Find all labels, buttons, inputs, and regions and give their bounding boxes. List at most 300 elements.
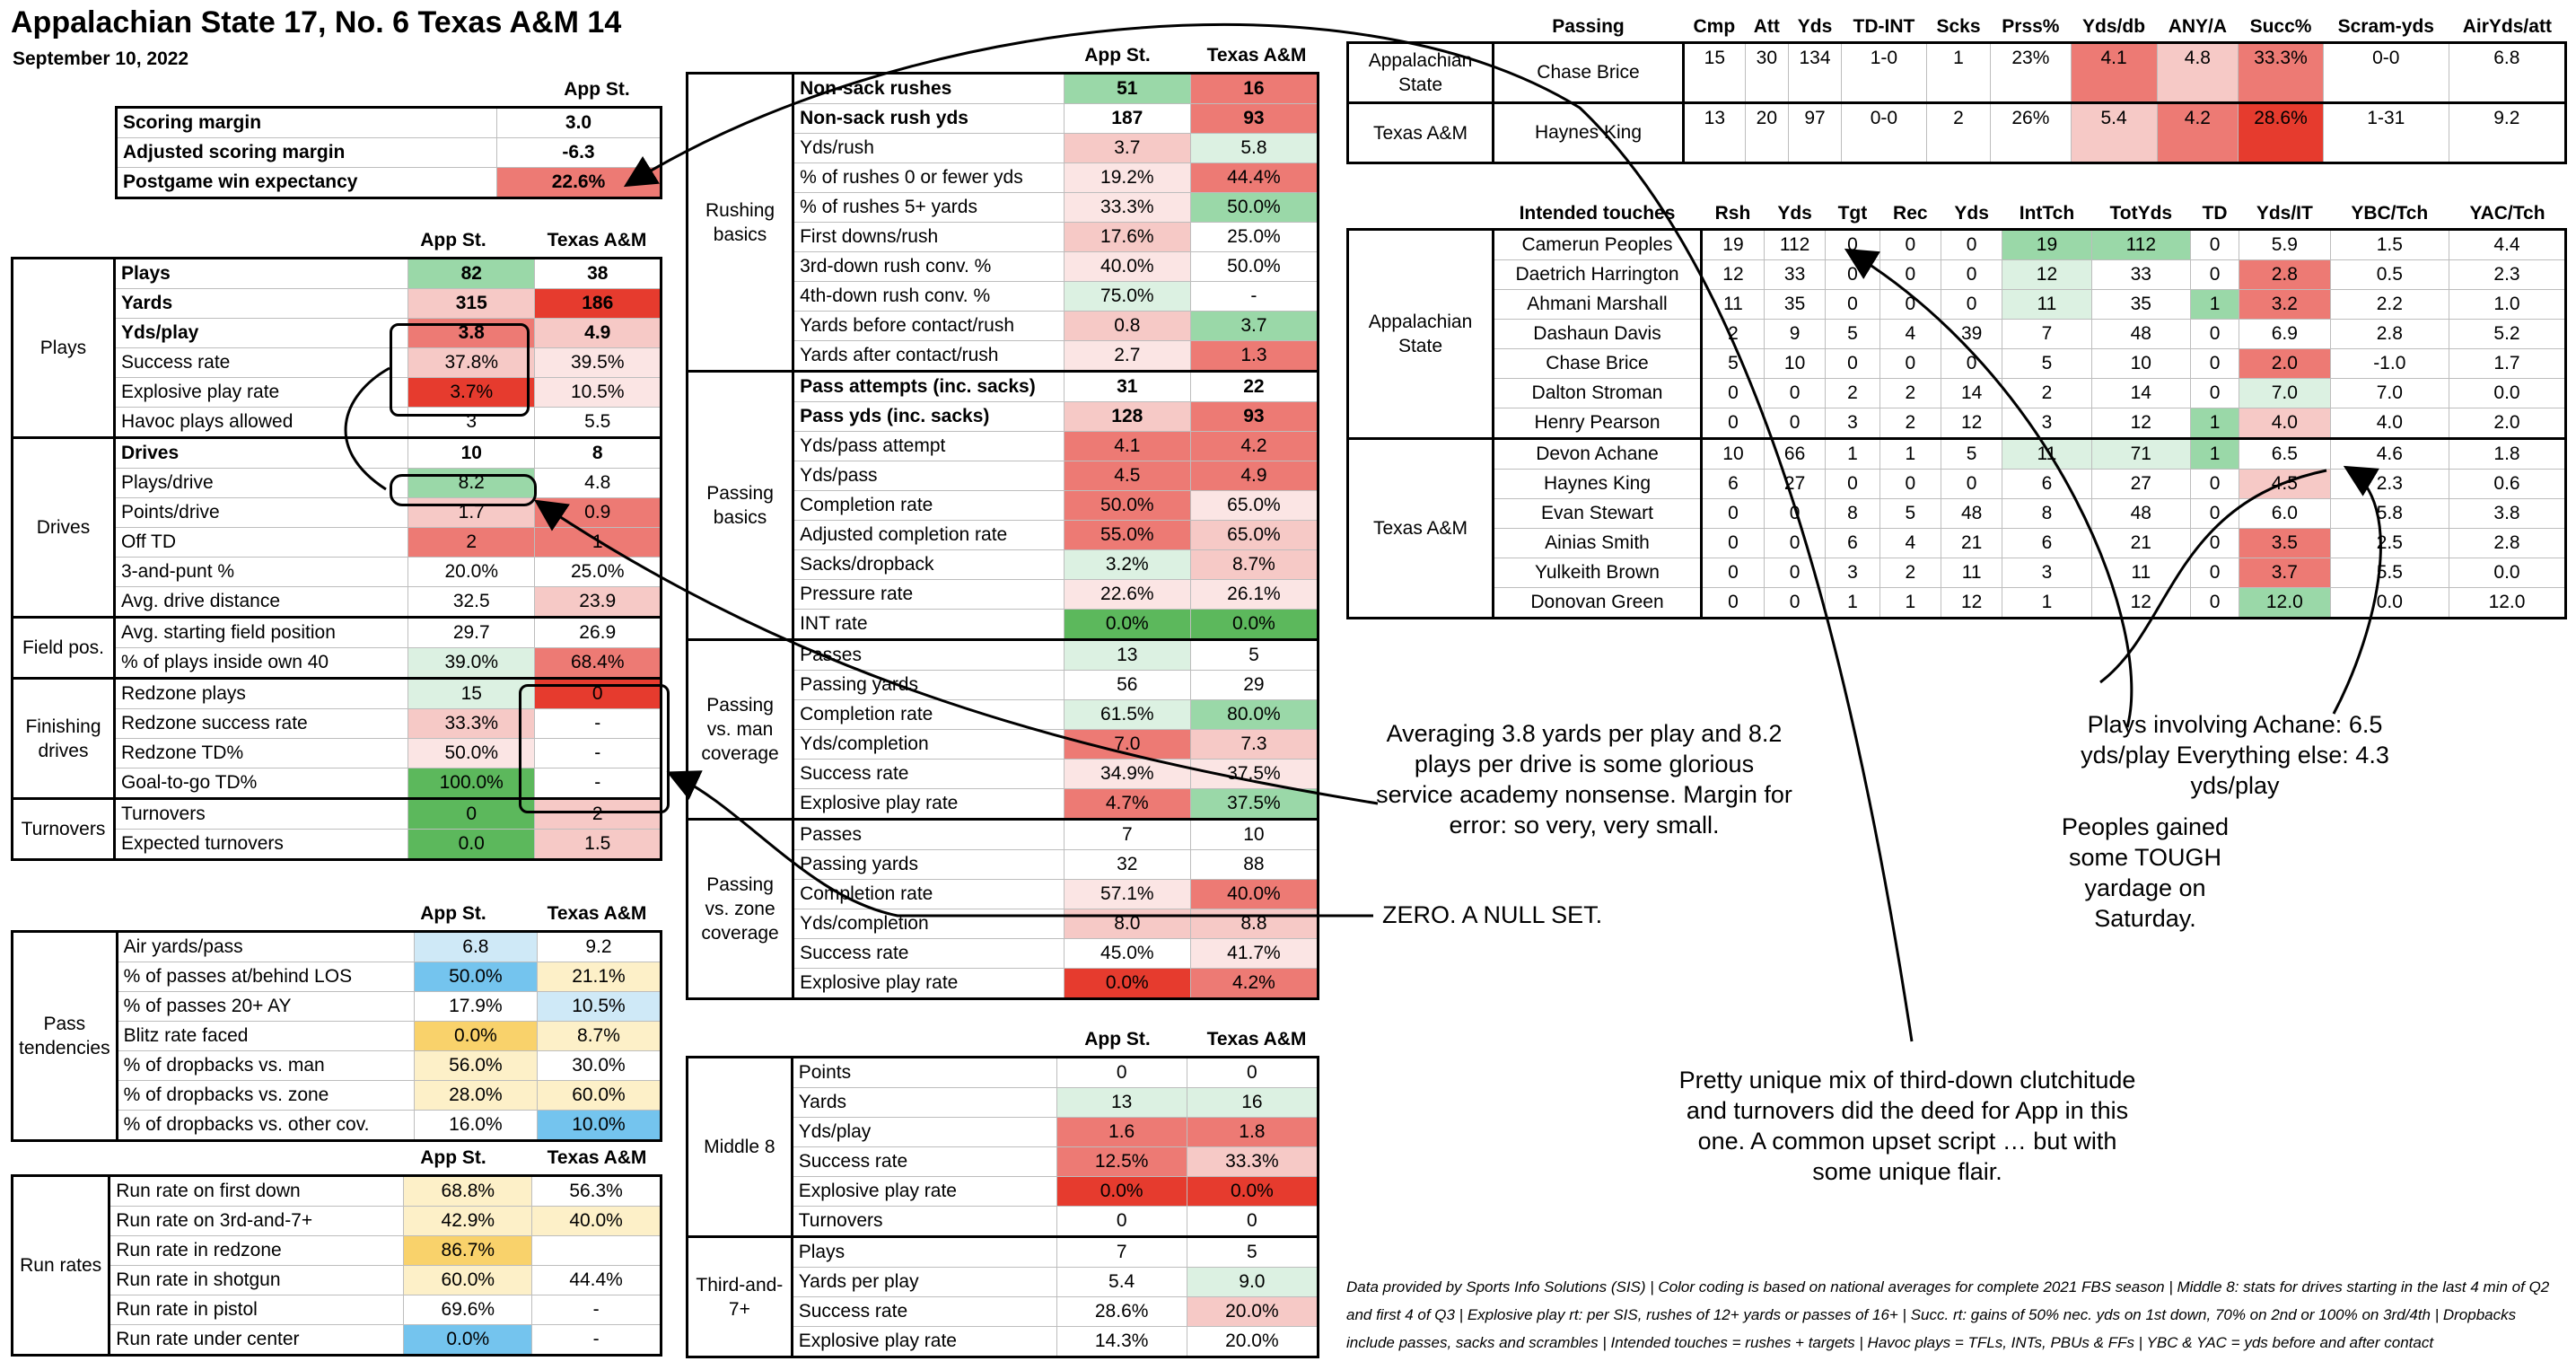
stat-label: Yards after contact/rush [793, 341, 1065, 372]
stat-value: 4.8 [2157, 43, 2239, 103]
tam-value: 1.5 [535, 830, 662, 860]
stat-value: 7.0 [2330, 379, 2449, 408]
stat-label: Scoring margin [117, 108, 497, 138]
column-header: Yds [1797, 16, 1833, 37]
stat-label: Completion rate [793, 700, 1065, 730]
app-value: 0.0% [404, 1325, 532, 1356]
app-value: 61.5% [1064, 700, 1190, 730]
tam-value: 0.0% [1187, 1177, 1318, 1207]
player-name: Dalton Stroman [1494, 379, 1702, 408]
app-value: 60.0% [404, 1266, 532, 1295]
column-header: TD [2202, 203, 2228, 224]
stat-value: 0.6 [2449, 470, 2566, 499]
stat-value: 3 [1826, 558, 1879, 588]
stat-value: 134 [1788, 43, 1841, 103]
stat-label: Expected turnovers [114, 830, 407, 860]
stat-value: 1 [2191, 290, 2239, 320]
column-header: Tgt [1837, 203, 1868, 224]
stat-value: 1 [1826, 439, 1879, 470]
stat-value: 14 [1941, 379, 2002, 408]
app-value: 55.0% [1064, 521, 1190, 550]
stat-value: 0 [1941, 230, 2002, 260]
stat-value: 35 [1764, 290, 1825, 320]
stat-value: 1 [1826, 588, 1879, 619]
stat-value: 0 [2191, 379, 2239, 408]
stat-value: 2.5 [2330, 529, 2449, 558]
stat-value: 48 [2091, 320, 2190, 349]
app-value: 6.8 [414, 932, 537, 962]
stat-label: Air yards/pass [117, 932, 414, 962]
stat-value: 0 [1879, 349, 1941, 379]
section-label: Rushing basics [688, 74, 793, 372]
stat-label: Yds/pass [793, 461, 1065, 491]
column-header: Passing [1552, 16, 1625, 37]
tam-value: 4.9 [535, 319, 662, 348]
stat-value: 1 [2191, 439, 2239, 470]
app-value: 28.0% [414, 1081, 537, 1111]
app-value: 8.2 [408, 469, 535, 498]
stat-value: 39 [1941, 320, 2002, 349]
tam-value: 9.0 [1187, 1268, 1318, 1297]
column-header: TotYds [2109, 203, 2173, 224]
app-value: 50.0% [414, 962, 537, 992]
stat-value: 5.4 [2071, 103, 2157, 163]
app-value: 7.0 [1064, 730, 1190, 760]
run-col-tam: Texas A&M [547, 1147, 647, 1168]
tam-value: 5 [1187, 1237, 1318, 1268]
stat-value: 0 [1941, 260, 2002, 290]
section-label: Passing basics [688, 372, 793, 640]
app-value: 32 [1064, 850, 1190, 880]
stat-label: 4th-down rush conv. % [793, 282, 1065, 312]
tam-value: 56.3% [532, 1176, 662, 1207]
pass-tend-col-app: App St. [420, 903, 486, 924]
stat-label: Adjusted scoring margin [117, 138, 497, 168]
app-value: 82 [408, 259, 535, 289]
app-value: 40.0% [1064, 252, 1190, 282]
player-name: Haynes King [1494, 103, 1684, 163]
stat-value: 3.5 [2239, 529, 2330, 558]
stat-value: 2 [1926, 103, 1991, 163]
tam-value: 1.3 [1190, 341, 1318, 372]
tam-value: 8 [535, 438, 662, 469]
tam-value: 41.7% [1190, 939, 1318, 969]
app-value: 4.1 [1064, 432, 1190, 461]
app-value: 4.7% [1064, 789, 1190, 820]
stat-value: 23% [1991, 43, 2071, 103]
stat-value: 3.8 [2449, 499, 2566, 529]
stat-value: 2.8 [2330, 320, 2449, 349]
stat-value: 6 [2002, 529, 2091, 558]
stat-label: Plays/drive [114, 469, 407, 498]
stat-value: 22.6% [497, 168, 662, 198]
stat-value: 8 [2002, 499, 2091, 529]
section-label: Third-and-7+ [688, 1237, 793, 1357]
tam-value: 65.0% [1190, 521, 1318, 550]
app-value: 15 [408, 679, 535, 709]
stat-label: Redzone TD% [114, 739, 407, 768]
stat-value: 35 [2091, 290, 2190, 320]
stat-value: 1.5 [2330, 230, 2449, 260]
player-name: Ainias Smith [1494, 529, 1702, 558]
tam-value: 10.0% [537, 1111, 661, 1141]
page-title: Appalachian State 17, No. 6 Texas A&M 14 [11, 5, 622, 40]
player-name: Chase Brice [1494, 349, 1702, 379]
player-name: Camerun Peoples [1494, 230, 1702, 260]
app-value: 33.3% [1064, 193, 1190, 223]
tam-value: 0.9 [535, 498, 662, 528]
tam-value: 1.8 [1187, 1118, 1318, 1147]
tam-value: 8.7% [537, 1022, 661, 1051]
stat-value: 6.9 [2239, 320, 2330, 349]
tam-value: 8.7% [1190, 550, 1318, 580]
stat-value: 12 [2091, 588, 2190, 619]
tam-value: 3.7 [1190, 312, 1318, 341]
stat-value: 5 [1826, 320, 1879, 349]
stat-value: 7 [2002, 320, 2091, 349]
stat-value: 19 [2002, 230, 2091, 260]
app-value: 7 [1056, 1237, 1187, 1268]
app-value: 42.9% [404, 1207, 532, 1236]
stat-value: 3 [2002, 408, 2091, 439]
tam-value: - [535, 739, 662, 768]
app-value: 2.7 [1064, 341, 1190, 372]
stat-value: 3.2 [2239, 290, 2330, 320]
tam-value: 4.9 [1190, 461, 1318, 491]
stat-label: Yds/pass attempt [793, 432, 1065, 461]
stat-value: 11 [1702, 290, 1765, 320]
stat-value: 1 [1879, 439, 1941, 470]
stat-label: Run rate on 3rd-and-7+ [110, 1207, 404, 1236]
stat-label: Yds/completion [793, 909, 1065, 939]
stat-value: 0 [1826, 349, 1879, 379]
stat-label: Run rate in shotgun [110, 1266, 404, 1295]
stat-label: Adjusted completion rate [793, 521, 1065, 550]
app-value: 57.1% [1064, 880, 1190, 909]
stat-value: 0 [1764, 588, 1825, 619]
stat-label: Run rate in pistol [110, 1295, 404, 1325]
app-value: 13 [1064, 640, 1190, 671]
player-name: Evan Stewart [1494, 499, 1702, 529]
stat-label: Success rate [793, 939, 1065, 969]
app-value: 13 [1056, 1088, 1187, 1118]
stat-label: Explosive play rate [792, 1327, 1056, 1357]
stat-label: Yards per play [792, 1268, 1056, 1297]
stat-value: 2.0 [2239, 349, 2330, 379]
app-value: 100.0% [408, 768, 535, 799]
section-label: Passing vs. zone coverage [688, 820, 793, 999]
app-value: 0.0 [408, 830, 535, 860]
stat-value: 0 [1941, 290, 2002, 320]
stat-value: 1.7 [2449, 349, 2566, 379]
stat-value: 4.6 [2330, 439, 2449, 470]
tam-value: 37.5% [1190, 760, 1318, 789]
section-label: Field pos. [13, 618, 115, 679]
team-label: Texas A&M [1348, 439, 1494, 619]
stat-label: Yards [792, 1088, 1056, 1118]
app-value: 1.6 [1056, 1118, 1187, 1147]
column-header: Rec [1893, 203, 1928, 224]
stat-value: 6 [2002, 470, 2091, 499]
app-value: 56 [1064, 671, 1190, 700]
stat-value: 12.0 [2449, 588, 2566, 619]
stat-label: Non-sack rush yds [793, 104, 1065, 134]
stat-value: 0 [1826, 470, 1879, 499]
run-col-app: App St. [420, 1147, 486, 1168]
stat-label: Pass yds (inc. sacks) [793, 402, 1065, 432]
tam-value: 93 [1190, 104, 1318, 134]
stat-label: 3-and-punt % [114, 558, 407, 587]
stat-value: 4 [1879, 529, 1941, 558]
tam-value: 33.3% [1187, 1147, 1318, 1177]
tam-value: 20.0% [1187, 1327, 1318, 1357]
stat-value: 112 [1764, 230, 1825, 260]
stat-value: 0-0 [2323, 43, 2449, 103]
stat-value: 0 [1702, 588, 1765, 619]
app-value: 31 [1064, 372, 1190, 402]
stat-value: 2.3 [2449, 260, 2566, 290]
app-value: 0 [408, 799, 535, 830]
column-header: Succ% [2249, 16, 2312, 37]
tam-value: 5.5 [535, 408, 662, 438]
stat-value: 1 [1879, 588, 1941, 619]
tam-value: - [1190, 282, 1318, 312]
stat-value: 66 [1764, 439, 1825, 470]
stat-value: 2 [1879, 379, 1941, 408]
stat-value: 6 [1826, 529, 1879, 558]
tam-value: 4.8 [535, 469, 662, 498]
tam-value: 1 [535, 528, 662, 558]
stat-value: 2 [1702, 320, 1765, 349]
app-value: 69.6% [404, 1295, 532, 1325]
tam-value: 10 [1190, 820, 1318, 850]
tam-value: 20.0% [1187, 1297, 1318, 1327]
app-value: 20.0% [408, 558, 535, 587]
column-header: Att [1753, 16, 1780, 37]
tam-value: 0 [535, 679, 662, 709]
stat-value: -6.3 [497, 138, 662, 168]
stat-value: 1 [1926, 43, 1991, 103]
stat-label: Points/drive [114, 498, 407, 528]
stat-value: 48 [2091, 499, 2190, 529]
column-header: Yds/IT [2256, 203, 2313, 224]
tam-value: - [532, 1325, 662, 1356]
app-value: 7 [1064, 820, 1190, 850]
stat-label: Yards [114, 289, 407, 319]
column-header: Rsh [1714, 203, 1751, 224]
stat-value: 27 [1764, 470, 1825, 499]
app-value: 16.0% [414, 1111, 537, 1141]
stat-value: -1.0 [2330, 349, 2449, 379]
section-label: Drives [13, 438, 115, 618]
section-label: Plays [13, 259, 115, 438]
mid-col-tam: Texas A&M [1206, 45, 1307, 66]
app-value: 68.8% [404, 1176, 532, 1207]
app-value: 3 [408, 408, 535, 438]
stat-label: % of plays inside own 40 [114, 648, 407, 679]
stat-value: 2.2 [2330, 290, 2449, 320]
note-null-set: ZERO. A NULL SET. [1382, 901, 1603, 928]
stat-label: Off TD [114, 528, 407, 558]
stat-value: 12 [1941, 408, 2002, 439]
game-date: September 10, 2022 [13, 48, 189, 69]
stat-value: 0 [1826, 230, 1879, 260]
mid-col-app: App St. [1084, 45, 1151, 66]
app-value: 187 [1064, 104, 1190, 134]
player-name: Daetrich Harrington [1494, 260, 1702, 290]
stat-label: First downs/rush [793, 223, 1065, 252]
stat-label: Explosive play rate [793, 969, 1065, 999]
app-value: 39.0% [408, 648, 535, 679]
stat-value: 21 [1941, 529, 2002, 558]
stat-value: 8 [1826, 499, 1879, 529]
stat-value: 5.8 [2330, 499, 2449, 529]
stat-value: 30 [1745, 43, 1788, 103]
stat-label: Yds/completion [793, 730, 1065, 760]
stat-label: % of rushes 5+ yards [793, 193, 1065, 223]
stat-value: 48 [1941, 499, 2002, 529]
tam-value: 25.0% [535, 558, 662, 587]
tam-value: 44.4% [532, 1266, 662, 1295]
tam-value: 22 [1190, 372, 1318, 402]
stat-label: Passing yards [793, 850, 1065, 880]
stat-value: 12 [2002, 260, 2091, 290]
stat-value: 71 [2091, 439, 2190, 470]
stat-value: 12 [1941, 588, 2002, 619]
left-col-app: App St. [420, 230, 486, 250]
stat-value: 97 [1788, 103, 1841, 163]
stat-value: 0 [1941, 470, 2002, 499]
stat-value: 0-0 [1842, 103, 1927, 163]
column-header: Yds/db [2082, 16, 2146, 37]
stat-label: Success rate [793, 760, 1065, 789]
stat-label: Completion rate [793, 491, 1065, 521]
player-name: Devon Achane [1494, 439, 1702, 470]
column-header: YBC/Tch [2351, 203, 2429, 224]
stat-label: Points [792, 1058, 1056, 1088]
stat-value: 33.3% [2239, 43, 2324, 103]
column-header: Scks [1936, 16, 1981, 37]
stat-value: 4.0 [2330, 408, 2449, 439]
column-header: Prss% [2002, 16, 2060, 37]
player-name: Donovan Green [1494, 588, 1702, 619]
app-value: 0.0% [414, 1022, 537, 1051]
stat-label: Avg. starting field position [114, 618, 407, 648]
stat-value: 0 [1764, 529, 1825, 558]
stat-value: 0 [1941, 349, 2002, 379]
column-header: YAC/Tch [2469, 203, 2545, 224]
stat-value: 0.5 [2330, 260, 2449, 290]
tam-value: 16 [1187, 1088, 1318, 1118]
stat-value: 0 [1702, 529, 1765, 558]
stat-value: 1-0 [1842, 43, 1927, 103]
stat-value: 12 [1702, 260, 1765, 290]
app-value: 3.7 [1064, 134, 1190, 163]
note-glorious: Averaging 3.8 yards per play and 8.2 plays per drive is some glorious service academy nonsense. Margin for error: so very, very small. [1376, 720, 1792, 839]
tam-value: 93 [1190, 402, 1318, 432]
column-header: Intended touches [1519, 203, 1676, 224]
stat-value: 0 [1879, 470, 1941, 499]
pass-tend-col-tam: Texas A&M [547, 903, 647, 924]
note-upset: Pretty unique mix of third-down clutchitude and turnovers did the deed for App in this one. A common upset script … but with some unique flair. [1678, 1067, 2136, 1185]
tam-value: 5.8 [1190, 134, 1318, 163]
stat-label: Run rate under center [110, 1325, 404, 1356]
app-value: 50.0% [408, 739, 535, 768]
stat-value: 9 [1764, 320, 1825, 349]
tam-value: 186 [535, 289, 662, 319]
tam-value: 25.0% [1190, 223, 1318, 252]
team-label: Texas A&M [1348, 103, 1494, 163]
stat-label: Yds/rush [793, 134, 1065, 163]
stat-label: Blitz rate faced [117, 1022, 414, 1051]
stat-value: 0 [1826, 260, 1879, 290]
tam-value: 7.3 [1190, 730, 1318, 760]
app-value: 45.0% [1064, 939, 1190, 969]
stat-value: 14 [2091, 379, 2190, 408]
stat-value: 2 [1879, 558, 1941, 588]
stat-value: 1.8 [2449, 439, 2566, 470]
stat-value: 10 [1702, 439, 1765, 470]
player-name: Ahmani Marshall [1494, 290, 1702, 320]
app-value: 3.8 [408, 319, 535, 348]
app-value: 17.9% [414, 992, 537, 1022]
tam-value: 9.2 [537, 932, 661, 962]
tam-value: 0 [1187, 1207, 1318, 1237]
tam-value: 2 [535, 799, 662, 830]
stat-value: 15 [1684, 43, 1746, 103]
stat-value: 33 [2091, 260, 2190, 290]
player-name: Haynes King [1494, 470, 1702, 499]
footer-note: Data provided by Sports Info Solutions (SIS) | Color coding is based on national averages for complete 2021 FBS season | Middle 8: stats for drives starting in the last 4 min of Q2 and first 4 of Q3 | Explosive play rt: per SIS, rushes of 12+ yards or passes of 16+ | Succ. rt: gains of 50% nec. yds on 1st down, 70% on 2nd or 100% on 3rd/4th | Dropbacks include passes, sacks and scrambles | Intended touches = rushes + targets | Havoc plays = TFLs, INTs, PBUs & FFs | YBC & YAC = yds before and after contact [1346, 1278, 2550, 1351]
stat-value: 112 [2091, 230, 2190, 260]
stat-value: 5.9 [2239, 230, 2330, 260]
tam-value: 60.0% [537, 1081, 661, 1111]
app-value: 5.4 [1056, 1268, 1187, 1297]
tam-value: 5 [1190, 640, 1318, 671]
stat-value: 0.0 [2449, 558, 2566, 588]
app-value: 0.0% [1064, 610, 1190, 640]
app-value: 29.7 [408, 618, 535, 648]
column-header: Scram-yds [2337, 16, 2434, 37]
section-label: Pass tendencies [13, 932, 118, 1141]
tam-value: 50.0% [1190, 252, 1318, 282]
app-value: 14.3% [1056, 1327, 1187, 1357]
stat-value: 13 [1684, 103, 1746, 163]
stat-value: 20 [1745, 103, 1788, 163]
stat-value: 2 [1879, 408, 1941, 439]
stat-label: INT rate [793, 610, 1065, 640]
stat-value: 9.2 [2449, 103, 2565, 163]
stat-label: % of dropbacks vs. zone [117, 1081, 414, 1111]
stat-value: 4.1 [2071, 43, 2157, 103]
app-value: 3.2% [1064, 550, 1190, 580]
stat-label: % of dropbacks vs. other cov. [117, 1111, 414, 1141]
stat-value: 4.5 [2239, 470, 2330, 499]
stat-value: 11 [2091, 558, 2190, 588]
stat-value: 2.3 [2330, 470, 2449, 499]
stat-value: 0 [2191, 470, 2239, 499]
stat-value: 0 [2191, 349, 2239, 379]
stat-value: 0 [1702, 499, 1765, 529]
app-value: 315 [408, 289, 535, 319]
tam-value: 37.5% [1190, 789, 1318, 820]
stat-value: 0 [1764, 408, 1825, 439]
stat-value: 4.2 [2157, 103, 2239, 163]
stat-value: 5 [1702, 349, 1765, 379]
stat-value: 0.0 [2330, 588, 2449, 619]
stat-value: 11 [2002, 290, 2091, 320]
tam-value: 40.0% [1190, 880, 1318, 909]
